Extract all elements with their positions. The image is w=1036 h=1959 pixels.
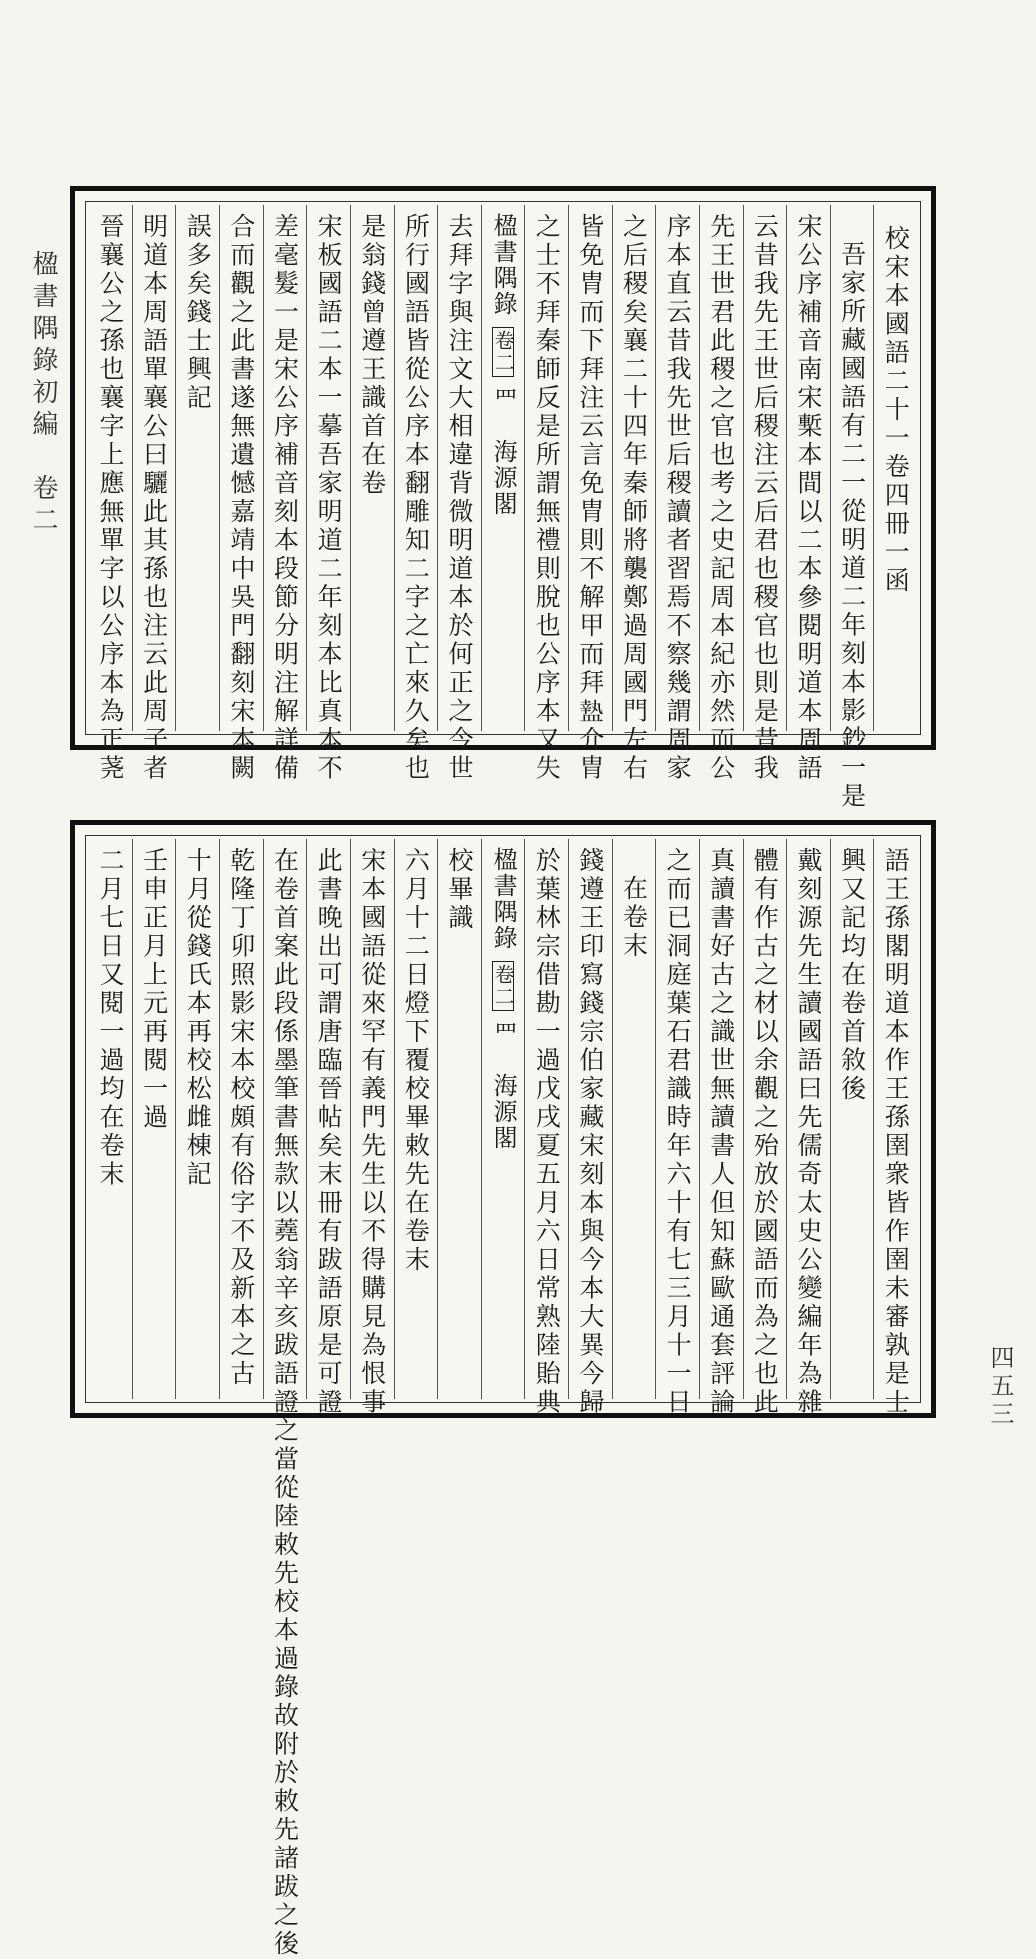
- spine-label: [489, 213, 518, 517]
- column-text: 在卷末: [619, 875, 649, 961]
- text-column: [438, 839, 482, 1399]
- text-column: [787, 839, 831, 1417]
- text-column: [89, 839, 133, 1399]
- spine-publisher: 罒 海源閣: [489, 1021, 518, 1151]
- upper-page-columns: [89, 205, 917, 811]
- column-text: 戴刻源先生讀國語曰先儒奇太史公變編年為雜: [793, 847, 823, 1417]
- text-column: [176, 839, 220, 1399]
- column-text: 宋板國語二本一摹吾家明道二年刻本比真本不: [314, 213, 344, 783]
- upper-page-frame: [70, 186, 936, 811]
- column-text: 二月七日又閱一過均在卷末: [95, 847, 125, 1189]
- spine-volume-mark: 卷二: [492, 327, 514, 377]
- text-column: [395, 839, 439, 1399]
- column-text: 於葉林宗借勘一過戊戌夏五月六日常熟陸貽典: [532, 847, 562, 1417]
- column-text: 宋本國語從來罕有義門先生以不得購見為恨事: [357, 847, 387, 1417]
- column-text: 之士不拜秦師反是所謂無禮則脫也公序本又失: [532, 213, 562, 783]
- column-text: 皆免胄而下拜注云言免胄則不解甲而拜𥂕介胄: [575, 213, 605, 783]
- text-column: [307, 205, 351, 783]
- text-column: [831, 839, 875, 1399]
- column-text: 明道本周語單襄公曰驪此其孫也注云此周子者: [139, 213, 169, 783]
- spine-publisher: 罒 海源閣: [489, 387, 518, 517]
- column-text: 語王孫閣明道本作王孫圉衆皆作圉未審孰是士: [881, 847, 911, 1417]
- text-column: [220, 205, 264, 783]
- margin-book-title: 楹書隅錄初編 卷二: [28, 250, 58, 538]
- text-column: [700, 205, 744, 783]
- column-text: 錢遵王印寫錢宗伯家藏宋刻本與今本大異今歸: [575, 847, 605, 1417]
- column-text: 去拜字與注文大相違背微明道本於何正之今世: [444, 213, 474, 783]
- column-text: 序本直云昔我先世后稷讀者習焉不察幾謂周家: [663, 213, 693, 783]
- column-text: 合而觀之此書遂無遺憾嘉靖中吳門翻刻宋本闕: [226, 213, 256, 783]
- column-text: 吾家所藏國語有二一從明道二年刻本影鈔一是: [837, 241, 867, 811]
- text-column: [831, 205, 875, 811]
- column-text: 校畢識: [444, 847, 474, 933]
- column-text: 云昔我先王世后稷注云后君也稷官也則是昔我: [750, 213, 780, 783]
- column-text: 是翁錢曾遵王識首在卷: [357, 213, 387, 498]
- column-text: 在卷首案此段係墨筆書無款以蕘翁辛亥跋語證之當從陸敕先校本過錄故附於敕先諸跋之後: [270, 847, 300, 1959]
- text-column: [133, 839, 177, 1399]
- text-column: [395, 205, 439, 783]
- text-column: [569, 205, 613, 783]
- column-text: 先王世君此稷之官也考之史記周本紀亦然而公: [706, 213, 736, 783]
- column-text: 乾隆丁卯照影宋本校頗有俗字不及新本之古: [226, 847, 256, 1389]
- spine-label: [489, 847, 518, 1151]
- column-text: 晉襄公之孫也襄字上應無單字以公序本為正荛: [95, 213, 125, 783]
- text-column: [133, 205, 177, 783]
- column-text: 之后稷矣襄二十四年秦師將襲鄭過周國門左右: [619, 213, 649, 783]
- text-column: [744, 205, 788, 783]
- text-column: [525, 205, 569, 783]
- spine-title: 楹書隅錄: [489, 847, 518, 951]
- column-text: 誤多矣錢士興記: [183, 213, 213, 413]
- column-text: 校宋本國語二十一卷四冊一函: [881, 225, 911, 596]
- page-spine-column: [482, 205, 526, 731]
- column-text: 體有作古之材以余觀之殆放於國語而為之也此: [750, 847, 780, 1417]
- lower-page-columns: [89, 839, 917, 1959]
- spine-title: 楹書隅錄: [489, 213, 518, 317]
- column-text: 興又記均在卷首敘後: [837, 847, 867, 1104]
- text-column: [744, 839, 788, 1417]
- margin-page-number: 四五三: [986, 1345, 1014, 1429]
- lower-page-frame: [70, 820, 936, 1959]
- column-text: 真讀書好古之識世無讀書人但知蘇歐通套評論: [706, 847, 736, 1417]
- text-column: [787, 205, 831, 783]
- text-column: [656, 205, 700, 783]
- column-text: 壬申正月上元再閱一過: [139, 847, 169, 1132]
- column-text: 所行國語皆從公序本翻雕知二字之亡來久矣也: [401, 213, 431, 783]
- column-text: 十月從錢氏本再校松雌棟記: [183, 847, 213, 1189]
- text-column: [874, 839, 917, 1417]
- text-column: [656, 839, 700, 1417]
- column-text: 此書晚出可謂唐臨晉帖矣末冊有跋語原是可證: [314, 847, 344, 1417]
- column-text: 之而已洞庭葉石君識時年六十有七三月十一日: [663, 847, 693, 1417]
- text-column: [525, 839, 569, 1417]
- text-column: [220, 839, 264, 1399]
- text-column: [700, 839, 744, 1417]
- text-column: [176, 205, 220, 731]
- spine-volume-mark: 卷二: [492, 961, 514, 1011]
- text-column: [569, 839, 613, 1417]
- text-column: [613, 839, 657, 1399]
- text-column: [613, 205, 657, 783]
- text-column: [307, 839, 351, 1417]
- column-text: 六月十二日燈下覆校畢敕先在卷末: [401, 847, 431, 1275]
- text-column: [264, 205, 308, 783]
- column-text: 差毫髮一是宋公序補音刻本段節分明注解詳備: [270, 213, 300, 783]
- text-column: [438, 205, 482, 783]
- text-column: [264, 839, 308, 1959]
- text-column: [351, 839, 395, 1417]
- column-text: 宋公序補音南宋槧本間以二本參閱明道本周語: [793, 213, 823, 783]
- text-column: [351, 205, 395, 731]
- text-column: [874, 205, 917, 731]
- text-column: [89, 205, 133, 783]
- page-spine-column: [482, 839, 526, 1399]
